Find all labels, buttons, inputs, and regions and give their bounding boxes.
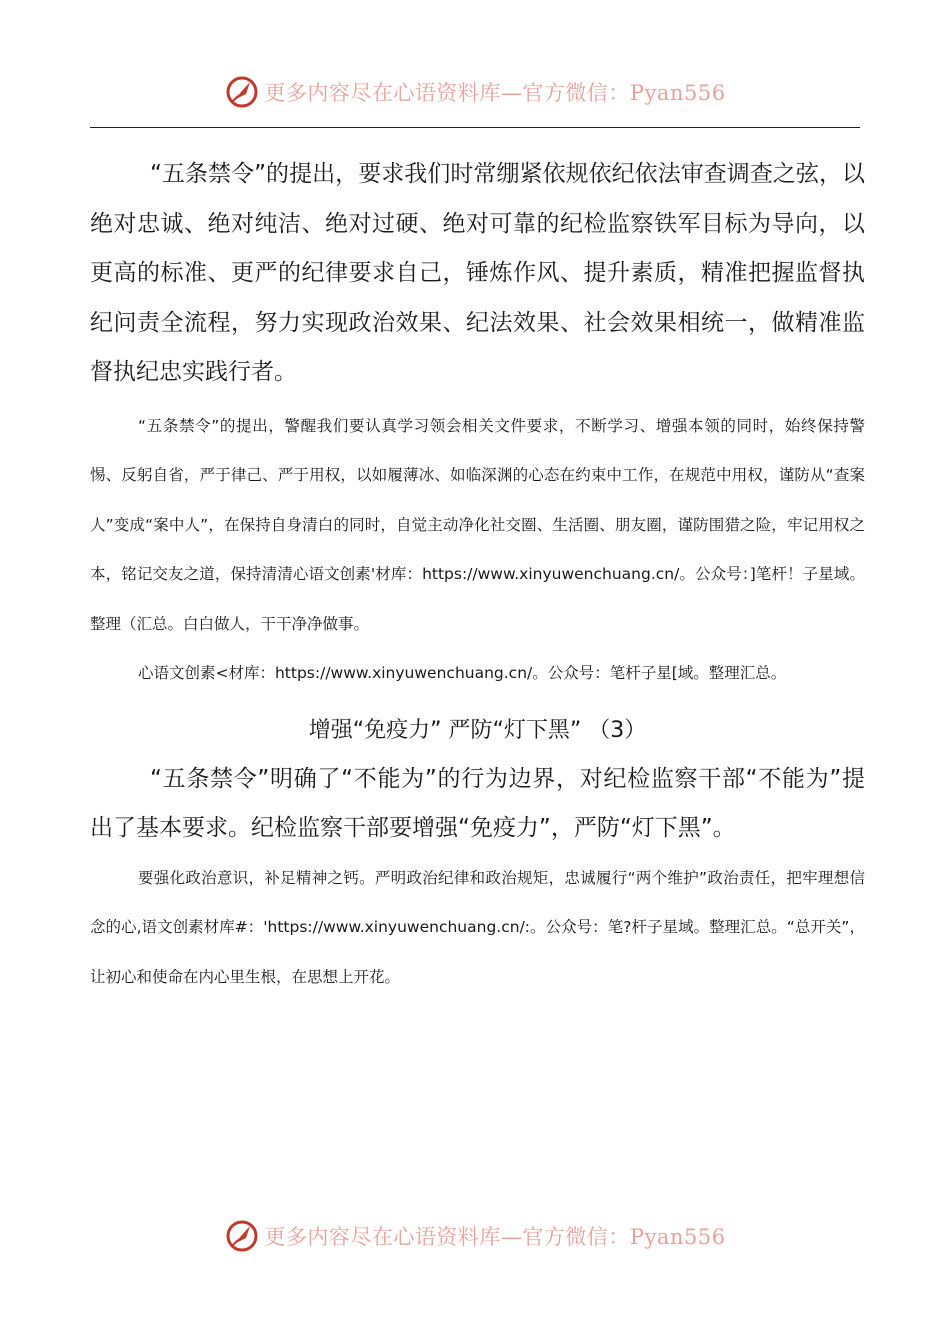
paragraph-3: 心语文创素<材库：https://www.xinyuwenchuang.cn/。公众号：笔杆子星[域。整理汇总。 [138, 664, 787, 682]
watermark-text: 更多内容尽在心语资料库—官方微信：Pyan556 [264, 1225, 726, 1249]
paragraph-2: “五条禁令”的提出，警醒我们要认真学习领会相关文件要求，不断学习、增强本领的同时，始终保持警惕、反躬自省，严于律己、严于用权，以如履薄冰、如临深渊的心态在约束中工作，在规范中用权，谨防从“查案人”变成“案中人”，在保持自身清白的同时，自觉主动净化社交圈、生活圈、朋友圈，谨防围猎之险，牢记用权之本，铭记交友之道，保持清清心语文创素'材库：https://www.xinyuwenchuang.cn/。公众号：]笔杆！子星域。整理（汇总。白白做人，干干净净做事。 [90, 416, 865, 633]
paragraph-1: “五条禁令”的提出，要求我们时常绷紧依规依纪依法审查调查之弦，以绝对忠诚、绝对纯洁、绝对过硬、绝对可靠的纪检监察铁军目标为导向，以更高的标准、更严的纪律要求自己，锤炼作风、提升素质，精准把握监督执纪问责全流程，努力实现政治效果、纪法效果、社会效果相统一，做精准监督执纪忠实践行者。 [90, 161, 865, 385]
footer-watermark [0, 1216, 950, 1256]
paragraph-4: “五条禁令”明确了“不能为”的行为边界，对纪检监察干部“不能为”提出了基本要求。纪检监察干部要增强“免疫力”，严防“灯下黑”。 [90, 765, 865, 841]
header-divider [90, 127, 860, 128]
quill-logo-icon [224, 74, 260, 110]
watermark-text: 更多内容尽在心语资料库—官方微信：Pyan556 [264, 81, 726, 105]
section-heading: 增强“免疫力” 严防“灯下黑” （3） [308, 717, 647, 743]
document-body [90, 150, 865, 1002]
header-watermark [0, 72, 950, 112]
paragraph-5: 要强化政治意识，补足精神之钙。严明政治纪律和政治规矩，忠诚履行“两个维护”政治责任，把牢理想信念的心,语文创素材库#：'https://www.xinyuwenchuang.cn/:。公众号：笔?杆子星域。整理汇总。“总开关”，让初心和使命在内心里生根，在思想上开花。 [90, 868, 865, 986]
quill-logo-icon [224, 1218, 260, 1254]
